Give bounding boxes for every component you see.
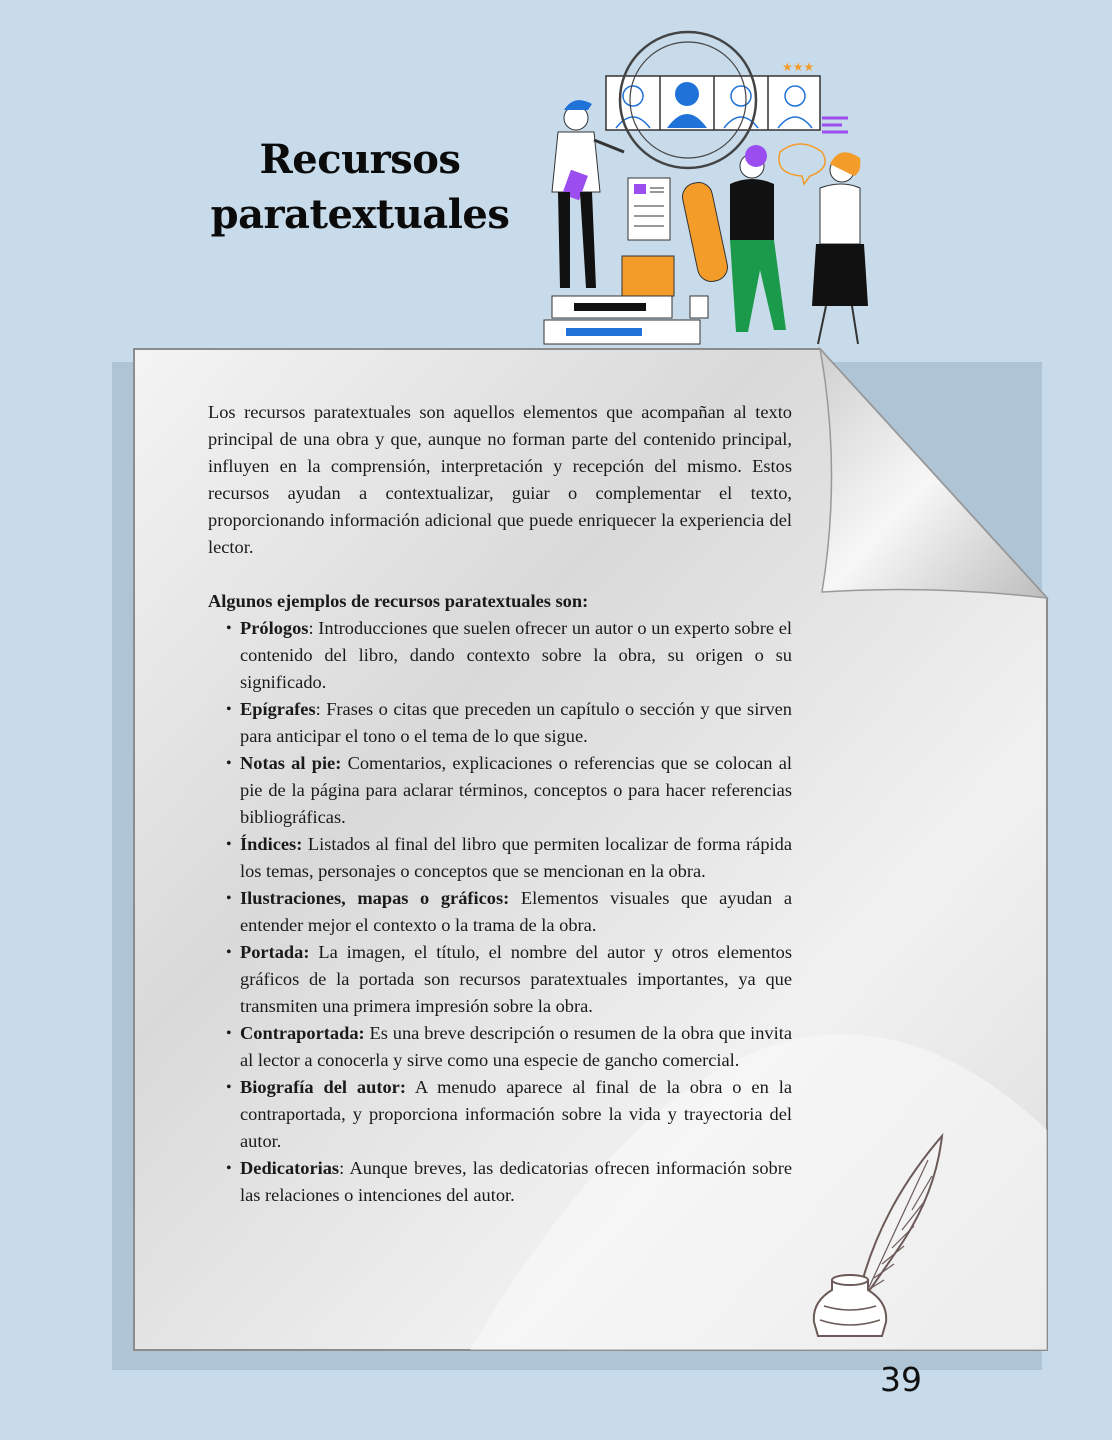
list-item-term: Índices: [240, 834, 303, 854]
list-item [208, 1074, 792, 1155]
list-item-term: Dedicatorias [240, 1158, 340, 1178]
list-item-term: Prólogos [240, 618, 309, 638]
list-item [208, 831, 792, 885]
list-item-text: La imagen, el título, el nombre del autor y otros elementos gráficos de la portada son recursos paratextuales importantes, ya que transmiten una primera impresión sobre la obra. [240, 942, 792, 1016]
quill-inkwell-icon [808, 1130, 954, 1342]
svg-text:★★★: ★★★ [782, 60, 815, 74]
list-item [208, 615, 792, 696]
list-item-text: Comentarios, explicaciones o referencias que se colocan al pie de la página para aclarar términos, conceptos o para hacer referencias bibliográficas. [240, 753, 792, 827]
document-body [208, 399, 792, 1209]
list-item-text: A menudo aparece al final de la obra o en la contraportada, y proporciona información sobre la vida y trayectoria del autor. [240, 1077, 792, 1151]
list-item-term: Ilustraciones, mapas o gráficos: [240, 888, 510, 908]
list-item-term: Epígrafes [240, 699, 316, 719]
intro-paragraph: Los recursos paratextuales son aquellos elementos que acompañan al texto principal de una obra y que, aunque no forman parte del contenido principal, influyen en la comprensión, interpretación y recepción del mismo. Estos recursos ayudan a contextualizar, guiar o complementar el texto, proporcionando información adicional que puede enriquecer la experiencia del lector. [208, 402, 792, 557]
list-item [208, 1155, 792, 1209]
examples-list [208, 615, 792, 1209]
list-item-text: Es una breve descripción o resumen de la obra que invita al lector a conocerla y sirve como una especie de gancho comercial. [240, 1023, 792, 1070]
title-line-1: Recursos [259, 136, 461, 183]
list-item [208, 696, 792, 750]
list-item-text: : Aunque breves, las dedicatorias ofrecen información sobre las relaciones o intenciones del autor. [240, 1158, 792, 1205]
list-item [208, 750, 792, 831]
list-item-term: Notas al pie: [240, 753, 342, 773]
list-item-text: : Introducciones que suelen ofrecer un autor o un experto sobre el contenido del libro, dando contexto sobre la obra, su origen o su significado. [240, 618, 792, 692]
list-item-term: Contraportada: [240, 1023, 365, 1043]
list-item-text: : Frases o citas que preceden un capítulo o sección y que sirven para anticipar el tono o el tema de lo que sigue. [240, 699, 792, 746]
list-item-term: Biografía del autor: [240, 1077, 406, 1097]
examples-heading: Algunos ejemplos de recursos paratextuales son: [208, 591, 589, 611]
list-item-text: Elementos visuales que ayudan a entender mejor el contexto o la trama de la obra. [240, 888, 792, 935]
page-number: 39 [880, 1360, 922, 1399]
title-line-2: paratextuales [210, 191, 510, 238]
list-item [208, 885, 792, 939]
list-item [208, 939, 792, 1020]
list-item [208, 1020, 792, 1074]
list-item-term: Portada: [240, 942, 310, 962]
list-item-text: Listados al final del libro que permiten localizar de forma rápida los temas, personajes o conceptos que se mencionan en la obra. [240, 834, 792, 881]
